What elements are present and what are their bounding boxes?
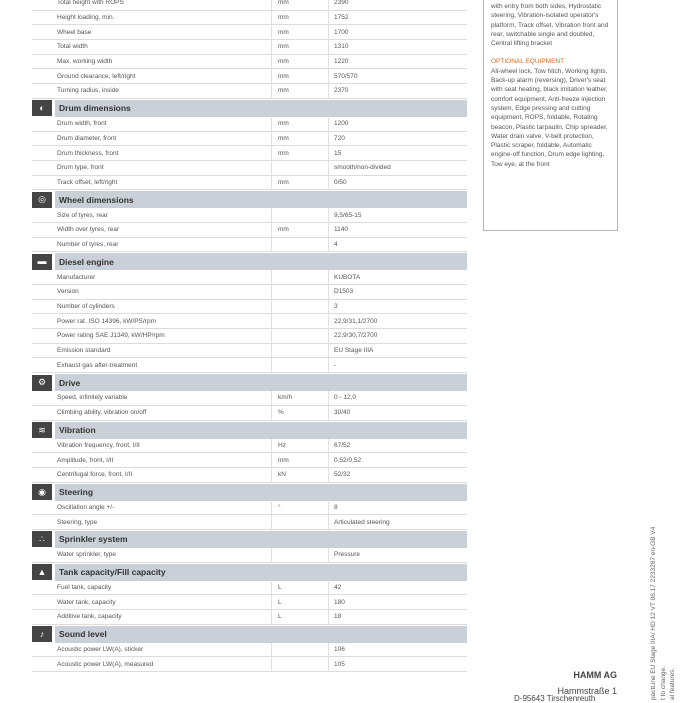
spec-value: 106 — [328, 643, 467, 657]
spec-value: 4 — [328, 238, 467, 252]
section-title: Tank capacity/Fill capacity — [55, 564, 467, 581]
spec-unit: kN — [271, 468, 328, 482]
spec-value: 1700 — [328, 25, 467, 39]
spec-unit: L — [271, 610, 328, 624]
spec-value: 1220 — [328, 55, 467, 69]
spec-value: 105 — [328, 657, 467, 671]
section-header — [32, 626, 467, 643]
vibration-icon: ≋ — [32, 422, 52, 438]
drive-icon: ⚙ — [32, 375, 52, 391]
spec-row — [32, 406, 467, 421]
spec-label: Width over tyres, rear — [57, 226, 120, 234]
spec-label: Height loading, min. — [57, 14, 115, 22]
section-header — [32, 531, 467, 548]
spec-unit: Hz — [271, 439, 328, 453]
spec-label: Ground clearance, left/right — [57, 72, 136, 80]
tank-icon: ▲ — [32, 564, 52, 580]
spec-row — [32, 548, 467, 563]
spec-label: Drum width, front — [57, 120, 107, 128]
spec-value: 3 — [328, 300, 467, 314]
spec-row — [32, 453, 467, 468]
company-name: HAMM AG — [573, 670, 617, 680]
spec-row — [32, 132, 467, 147]
spec-unit — [271, 515, 328, 529]
spec-unit: mm — [271, 55, 328, 69]
document-code: pactLine EU Stage IIIA/ HD 12 VT 06.17 2233287 en-GB V4 — [650, 526, 657, 700]
spec-label: Acoustic power LW(A), measured — [57, 660, 154, 668]
spec-unit: L — [271, 595, 328, 609]
spec-value: 0/50 — [328, 176, 467, 190]
spec-row — [32, 25, 467, 40]
spec-row — [32, 117, 467, 132]
spec-label: Oscillation angle +/- — [57, 503, 115, 511]
spec-row — [32, 439, 467, 454]
spec-value: 18 — [328, 610, 467, 624]
spec-row — [32, 595, 467, 610]
section-title: Drum dimensions — [55, 100, 467, 117]
spec-label: Drum diameter, front — [57, 134, 117, 142]
spec-row — [32, 314, 467, 329]
spec-row — [32, 84, 467, 99]
spec-value: 1200 — [328, 117, 467, 131]
section-title: Steering — [55, 484, 467, 501]
spec-row — [32, 391, 467, 406]
company-street: Hammstraße 1 — [557, 686, 617, 696]
spec-unit: mm — [271, 40, 328, 54]
spec-label: Emission standard — [57, 347, 111, 355]
spec-value: smooth/non-divided — [328, 161, 467, 175]
spec-unit — [271, 329, 328, 343]
spec-label: Total width — [57, 43, 88, 51]
spec-table — [32, 0, 467, 672]
spec-unit — [271, 358, 328, 372]
spec-row — [32, 657, 467, 672]
spec-label: Version — [57, 288, 79, 296]
spec-label: Fuel tank, capacity — [57, 583, 112, 591]
spec-row — [32, 161, 467, 176]
company-city: D-95643 Tirschenreuth — [514, 694, 596, 703]
spec-row — [32, 610, 467, 625]
section-title: Diesel engine — [55, 253, 467, 270]
section-header — [32, 100, 467, 117]
spec-label: Number of tyres, rear — [57, 240, 119, 248]
optional-equipment-text: All-wheel lock, Tow hitch, Working lights, Back-up alarm (reversing), Driver's seat with seat heating, black imitation leather, comfort equipment, Anti-freeze injection system, Edge pressing and cutting equipment, ROPS, foldable, Rotating beacon, Plastic tarpaulin, Chip spreader, Water drain valve, V-belt protection, Plastic scraper, foldable, Automatic engine-off function, Drum edge lighting, Tow eye, at the front — [491, 67, 608, 168]
spec-label: Size of tyres, rear — [57, 211, 108, 219]
spec-label: Track offset, left/right — [57, 178, 118, 186]
wheel-icon: ◎ — [32, 192, 52, 208]
spec-value: 8 — [328, 501, 467, 515]
spec-value: 15 — [328, 146, 467, 160]
section-title: Sound level — [55, 626, 467, 643]
section-header — [32, 484, 467, 501]
spec-unit: mm — [271, 223, 328, 237]
spec-unit: % — [271, 406, 328, 420]
section-title: Wheel dimensions — [55, 191, 467, 208]
spec-unit: L — [271, 581, 328, 595]
spec-unit — [271, 643, 328, 657]
spec-value: 67/52 — [328, 439, 467, 453]
spec-label: Acoustic power LW(A), sticker — [57, 646, 144, 654]
spec-row — [32, 358, 467, 373]
spec-unit: mm — [271, 453, 328, 467]
spec-label: Climbing ability, vibration on/off — [57, 409, 147, 417]
spec-value: 180 — [328, 595, 467, 609]
spec-value: 2370 — [328, 84, 467, 98]
spec-row — [32, 329, 467, 344]
spec-row — [32, 176, 467, 191]
spec-label: Water tank, capacity — [57, 598, 116, 606]
spec-value: - — [328, 358, 467, 372]
standard-equipment-text: with entry from both sides, Hydrostatic steering, Vibration-isolated operator's platform, Track offset, Vibration front and rear, switchable single and doubled, Central lifting bracket — [491, 3, 609, 48]
spec-unit: mm — [271, 176, 328, 190]
disclaimer-line-1: t to change. — [660, 666, 667, 700]
spec-unit — [271, 314, 328, 328]
spec-label: Exhaust gas after-treatment — [57, 361, 138, 369]
section-header — [32, 422, 467, 439]
spec-label: Amplitude, front, I/II — [57, 456, 114, 464]
equipment-box — [483, 0, 618, 231]
spec-row — [32, 515, 467, 530]
spec-unit: mm — [271, 0, 328, 10]
spec-row — [32, 300, 467, 315]
spec-unit: mm — [271, 84, 328, 98]
spec-row — [32, 11, 467, 26]
spec-unit — [271, 300, 328, 314]
spec-unit — [271, 161, 328, 175]
spec-value: 52/32 — [328, 468, 467, 482]
spec-label: Manufacturer — [57, 273, 96, 281]
section-header — [32, 564, 467, 581]
spec-value: 22,9/30,7/2700 — [328, 329, 467, 343]
section-title: Vibration — [55, 422, 467, 439]
spec-unit: mm — [271, 117, 328, 131]
spec-value: Articulated steering — [328, 515, 467, 529]
spec-label: Drum type, front — [57, 164, 104, 172]
spec-row — [32, 643, 467, 658]
spec-row — [32, 0, 467, 11]
spec-value: 22,9/31,1/2700 — [328, 314, 467, 328]
spec-value: 720 — [328, 132, 467, 146]
spec-label: Max. working width — [57, 58, 113, 66]
spec-label: Drum thickness, front — [57, 149, 119, 157]
spec-unit — [271, 285, 328, 299]
spec-unit: mm — [271, 146, 328, 160]
spec-row — [32, 55, 467, 70]
spec-label: Water sprinkler, type — [57, 551, 117, 559]
spec-value: 1310 — [328, 40, 467, 54]
spec-label: Number of cylinders — [57, 303, 115, 311]
spec-unit — [271, 238, 328, 252]
spec-value: KUBOTA — [328, 270, 467, 284]
spec-label: Power rat. ISO 14396, kW/PS/rpm — [57, 317, 156, 325]
spec-label: Speed, infinitely variable — [57, 394, 128, 402]
spec-unit — [271, 208, 328, 222]
spec-unit — [271, 548, 328, 562]
spec-label: Additive tank, capacity — [57, 613, 122, 621]
spec-value: D1503 — [328, 285, 467, 299]
section-header — [32, 374, 467, 391]
spec-label: Wheel base — [57, 28, 92, 36]
spec-row — [32, 581, 467, 596]
spec-label: Centrifugal force, front, I/II — [57, 471, 133, 479]
spec-unit — [271, 344, 328, 358]
spec-label: Total height with ROPS — [57, 0, 124, 7]
spec-unit — [271, 270, 328, 284]
spec-unit — [271, 657, 328, 671]
spec-unit: ° — [271, 501, 328, 515]
drum-icon: ◐ — [32, 100, 52, 116]
spec-row — [32, 208, 467, 223]
spec-value: 42 — [328, 581, 467, 595]
spec-value: EU Stage IIIA — [328, 344, 467, 358]
section-title: Sprinkler system — [55, 531, 467, 548]
spec-row — [32, 40, 467, 55]
section-title: Drive — [55, 374, 467, 391]
spec-row — [32, 501, 467, 516]
spec-value: Pressure — [328, 548, 467, 562]
spec-unit: mm — [271, 132, 328, 146]
spec-row — [32, 468, 467, 483]
spec-row — [32, 270, 467, 285]
spec-value: 0 - 12,0 — [328, 391, 467, 405]
spec-unit: mm — [271, 25, 328, 39]
optional-equipment-title: OPTIONAL EQUIPMENT — [491, 58, 565, 66]
spec-value: 2390 — [328, 0, 467, 10]
spec-row — [32, 146, 467, 161]
spec-unit: mm — [271, 69, 328, 83]
steering-wheel-icon: ◉ — [32, 484, 52, 500]
document-reference — [640, 500, 700, 700]
spec-label: Turning radius, inside — [57, 87, 119, 95]
sprinkler-icon: ∴ — [32, 531, 52, 547]
spec-row — [32, 69, 467, 84]
spec-label: Vibration frequency, front, I/II — [57, 441, 140, 449]
spec-value: 30/40 — [328, 406, 467, 420]
spec-row — [32, 344, 467, 359]
spec-label: Power rating SAE J1349, kW/HP/rpm — [57, 332, 165, 340]
sound-icon: ♪ — [32, 626, 52, 642]
spec-unit: km/h — [271, 391, 328, 405]
section-header — [32, 253, 467, 270]
spec-label: Steering, type — [57, 518, 98, 526]
engine-icon: ▬ — [32, 254, 52, 270]
spec-value: 0,52/0,52 — [328, 453, 467, 467]
spec-unit: mm — [271, 11, 328, 25]
disclaimer-line-2: al features. — [669, 667, 676, 700]
spec-value: 1752 — [328, 11, 467, 25]
spec-row — [32, 223, 467, 238]
section-header — [32, 191, 467, 208]
spec-row — [32, 285, 467, 300]
spec-row — [32, 238, 467, 253]
spec-value: 1140 — [328, 223, 467, 237]
spec-value: 570/570 — [328, 69, 467, 83]
spec-value: 9,5/65-15 — [328, 208, 467, 222]
